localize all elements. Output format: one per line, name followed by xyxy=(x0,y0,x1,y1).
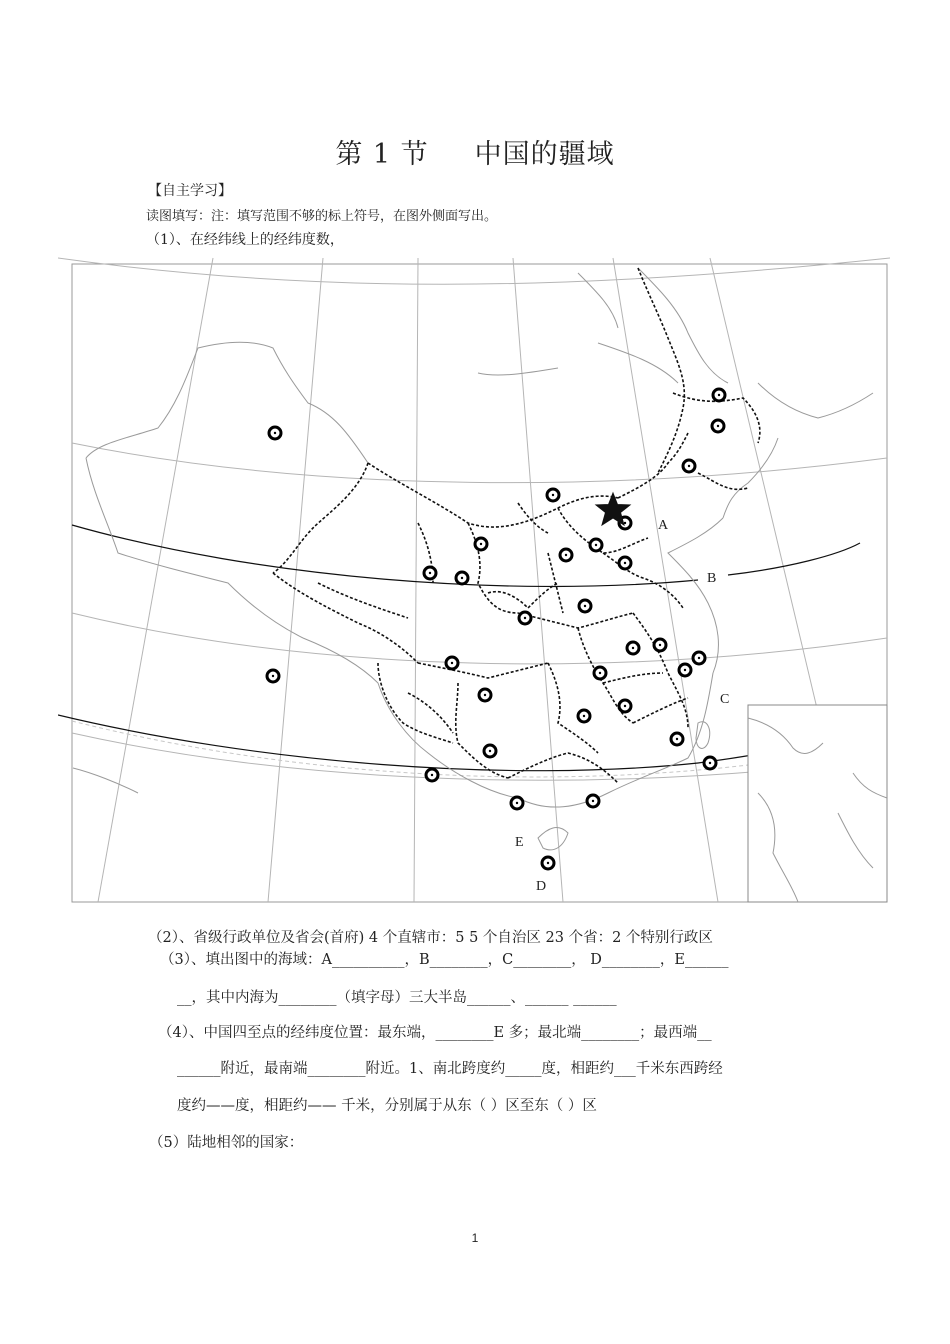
question-3-line-1: （3）、填出图中的海域：A__________，B________，C________， D________，E______ xyxy=(160,952,729,968)
instruction-text: 读图填写：注：填写范围不够的标上符号，在图外侧面写出。 xyxy=(146,209,498,224)
ring-dot-icon xyxy=(712,420,724,432)
ring-dot-icon xyxy=(267,670,279,682)
ring-dot-icon xyxy=(693,652,705,664)
ring-dot-icon xyxy=(587,795,599,807)
ring-dot-icon xyxy=(560,549,572,561)
question-5: （5）陆地相邻的国家： xyxy=(149,1135,304,1151)
ring-dot-icon xyxy=(704,757,716,769)
ring-dot-icon xyxy=(446,657,458,669)
ring-dot-icon xyxy=(519,612,531,624)
question-3-line-2: __，其中内海为________（填字母）三大半岛______、______ ______ xyxy=(177,990,617,1006)
ring-dot-icon xyxy=(456,572,468,584)
sea-label-a: A xyxy=(658,518,669,533)
question-4-line-3: 度约——度，相距约—— 千米，分别属于从东（ ）区至东（ ）区 xyxy=(177,1098,597,1114)
section-label: 【自主学习】 xyxy=(148,183,232,199)
ring-dot-icon xyxy=(547,489,559,501)
latitude-line-upper-east xyxy=(728,543,860,575)
china-map xyxy=(58,253,890,905)
latitude-line-lower xyxy=(58,715,860,771)
ring-dot-icon xyxy=(484,745,496,757)
ring-dot-icon xyxy=(479,689,491,701)
question-1: （1）、在经纬线上的经纬度数， xyxy=(146,232,344,248)
ring-dot-icon xyxy=(590,539,602,551)
question-4-line-1: （4）、中国四至点的经纬度位置：最东端，________E 多；最北端________；最西端__ xyxy=(158,1025,712,1041)
ring-dot-icon xyxy=(269,427,281,439)
ring-dot-icon xyxy=(619,700,631,712)
ring-dot-icon xyxy=(654,639,666,651)
ring-dot-icon xyxy=(426,769,438,781)
question-2: （2）、省级行政单位及省会(首府) 4 个直辖市：5 5 个自治区 23 个省：2 个特别行政区 xyxy=(148,930,713,946)
sea-label-d: D xyxy=(536,879,547,894)
parallel-lines xyxy=(58,258,890,780)
sea-label-e: E xyxy=(515,835,524,850)
ring-dot-icon xyxy=(511,797,523,809)
ring-dot-icon xyxy=(594,667,606,679)
page-number: 1 xyxy=(471,1231,479,1245)
ring-dot-icon xyxy=(627,642,639,654)
ring-dot-icon xyxy=(683,460,695,472)
sea-label-c: C xyxy=(720,692,730,707)
sea-label-b: B xyxy=(707,571,717,586)
south-china-sea-inset xyxy=(748,705,887,902)
ring-dot-icon xyxy=(671,733,683,745)
ring-dot-icon xyxy=(475,538,487,550)
ring-dot-icon xyxy=(713,389,725,401)
ring-dot-icon xyxy=(424,567,436,579)
provincial-capital-markers xyxy=(267,389,725,869)
page-title: 第 1 节 中国的疆域 xyxy=(335,139,615,170)
ring-dot-icon xyxy=(542,857,554,869)
province-borders xyxy=(273,268,760,783)
ring-dot-icon xyxy=(579,600,591,612)
latitude-line-upper xyxy=(72,525,698,586)
question-4-line-2: ______附近，最南端________附近。1、南北跨度约_____度，相距约___千米东西跨经 xyxy=(177,1061,723,1077)
ring-dot-icon xyxy=(679,664,691,676)
ring-dot-icon xyxy=(578,710,590,722)
ring-dot-icon xyxy=(619,557,631,569)
